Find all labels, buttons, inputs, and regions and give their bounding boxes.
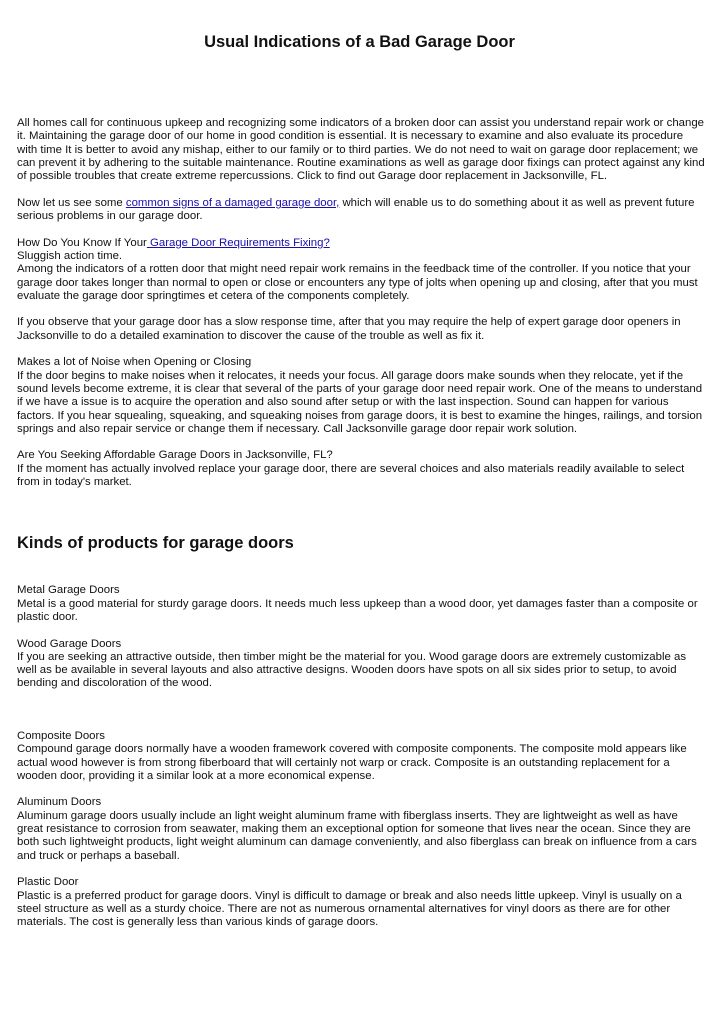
products-heading: Kinds of products for garage doors xyxy=(17,534,294,553)
affordable-text: If the moment has actually involved replace your garage door, there are several choices and also materials readily available to select from in today's market. xyxy=(17,462,685,489)
affordable-subheading: Are You Seeking Affordable Garage Doors in Jacksonville, FL? xyxy=(17,449,333,462)
aluminum-title: Aluminum Doors xyxy=(17,796,102,809)
section-spacer xyxy=(17,704,705,730)
composite-section xyxy=(17,730,705,783)
page-title: Usual Indications of a Bad Garage Door xyxy=(204,33,515,51)
composite-text: Compound garage doors normally have a wooden framework covered with composite components. The composite mold appears like actual wood however is from strong fiberboard that will certainly not warp or crack. Composite is an outstanding replacement for a wooden door, providing it a similar look at a more economical expense. xyxy=(17,743,687,782)
repair-requirements-link[interactable]: Garage Door Requirements Fixing? xyxy=(146,236,330,249)
noise-section xyxy=(17,356,705,436)
wood-section xyxy=(17,638,705,691)
wood-title: Wood Garage Doors xyxy=(17,637,122,650)
intro-paragraph: All homes call for continuous upkeep and recognizing some indicators of a broken door can assist you understand repair work or change it. Maintaining the garage door of our home in good condition is essential. It is necessary to examine and also evaluate its procedure with time It is better to avoid any mishap, either to our family or to third parties. We do not need to wait on garage door replacement; we can prevent it by adhering to the suitable maintenance. Routine examinations as well as garage door fixings can protect against any kind of possible troubles that create extreme repercussions. Click to find out Garage door replacement in Jacksonville, FL. xyxy=(17,117,705,183)
sluggish-subheading: Sluggish action time. xyxy=(17,249,123,262)
document-body xyxy=(17,117,705,943)
aluminum-text: Aluminum garage doors usually include an light weight aluminum frame with fiberglass inserts. They are lightweight as well as have great resistance to corrosion from seawater, making them an exceptional option for someone that lives near the ocean. Since they are both such lightweight products, light weight aluminum can damage conveniently, and also fiberglass can break on influence from a cars and truck or perhaps a baseball. xyxy=(17,809,697,862)
slow-response-paragraph: If you observe that your garage door has a slow response time, after that you may require the help of expert garage door openers in Jacksonville to do a detailed examination to discover the cause of the trouble as well as fix it. xyxy=(17,316,681,342)
know-heading: How Do You Know If Your xyxy=(17,236,147,249)
know-section xyxy=(17,237,705,303)
composite-title: Composite Doors xyxy=(17,729,105,742)
signs-text-after: which will enable us to do something about it as well as prevent future serious problems in our garage door. xyxy=(17,196,695,223)
signs-paragraph xyxy=(17,197,705,224)
plastic-title: Plastic Door xyxy=(17,876,79,889)
wood-text: If you are seeking an attractive outside, then timber might be the material for you. Wood garage doors are extremely customizable as well as be available in several layouts and also attractive designs. Wooden doors have spots on all six sides prior to setup, to avoid bending and discoloration of the wood. xyxy=(17,650,687,690)
metal-section xyxy=(17,584,705,624)
affordable-section xyxy=(17,449,705,489)
signs-text-before: Now let us see some xyxy=(17,196,126,209)
plastic-text: Plastic is a preferred product for garage doors. Vinyl is difficult to damage or break and also needs little upkeep. Vinyl is usually on a steel structure as well as a sturdy choice. There are not as numerous ornamental alternatives for vinyl doors as there are for other materials. The cost is generally less than various kinds of garage doors. xyxy=(17,889,682,929)
aluminum-section xyxy=(17,796,705,862)
noise-text: If the door begins to make noises when it relocates, it needs your focus. All garage doors make sounds when they relocate, yet if the sound levels become extreme, it is clear that several of the parts of your garage door need repair work. One of the means to understand if we have a issue is to acquire the operation and also sound after setup or with the last inspection. Sound can happen for various factors. If you hear squealing, squeaking, and squeaking noises from garage doors, it is best to examine the hinges, railings, and torsion springs and also repair service or change them if necessary. Call Jacksonville garage door repair work solution. xyxy=(17,369,703,435)
noise-subheading: Makes a lot of Noise when Opening or Closing xyxy=(17,356,252,369)
sluggish-text: Among the indicators of a rotten door that might need repair work remains in the feedback time of the controller. If you notice that your garage door takes longer than normal to open or close or encounters any type of jolts when opening up and closing, after that you must evaluate the garage door springtimes et cetera of the components completely. xyxy=(17,263,698,302)
metal-text: Metal is a good material for sturdy garage doors. It needs much less upkeep than a wood door, yet damages faster than a composite or plastic door. xyxy=(17,597,698,623)
plastic-section xyxy=(17,876,705,929)
metal-title: Metal Garage Doors xyxy=(17,584,120,597)
damaged-door-signs-link[interactable]: common signs of a damaged garage door, xyxy=(125,196,340,209)
